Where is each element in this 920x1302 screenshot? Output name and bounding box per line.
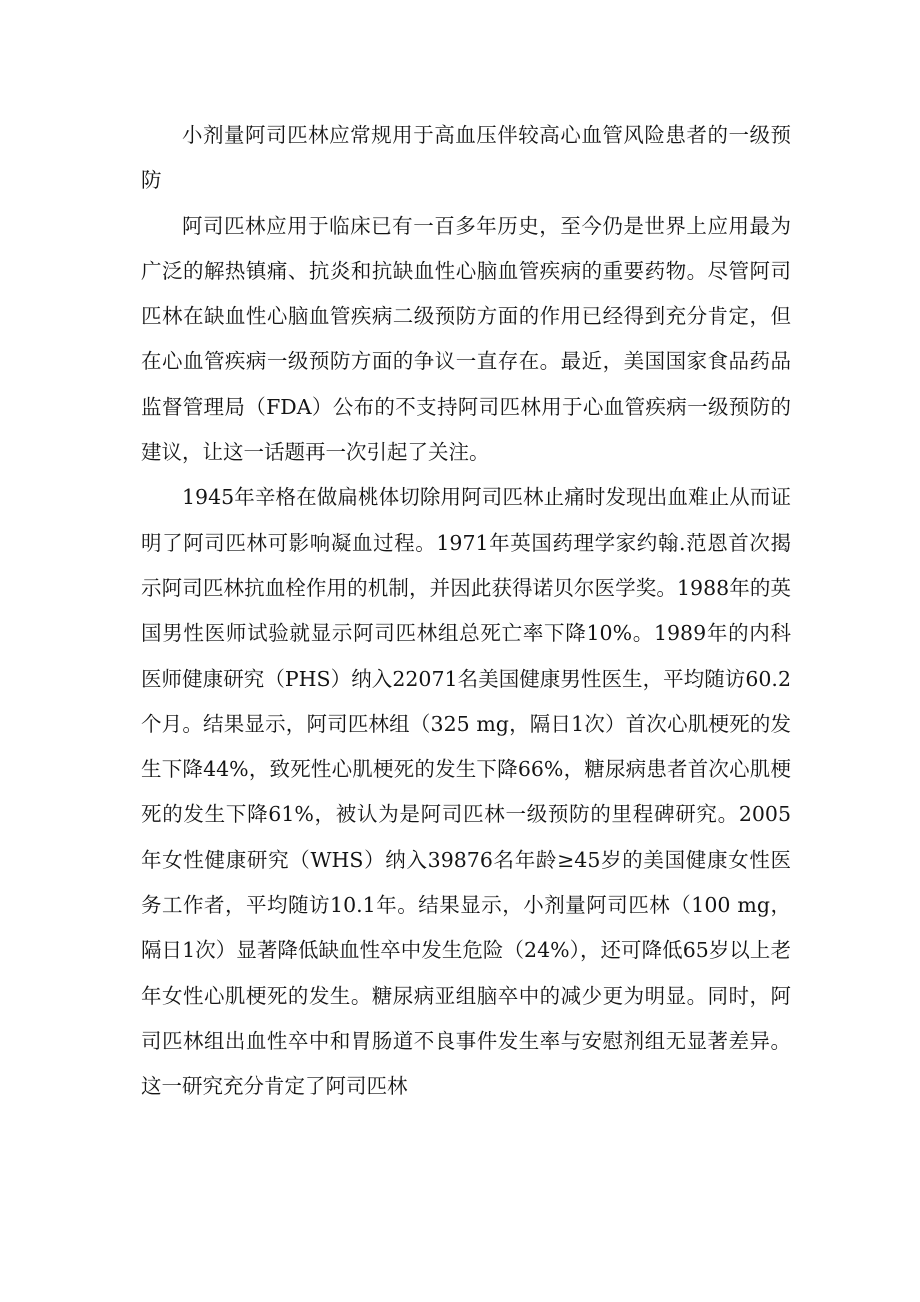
paragraph-fda-context: 阿司匹林应用于临床已有一百多年历史，至今仍是世界上应用最为广泛的解热镇痛、抗炎和抗缺血性心脑血管疾病的重要药物。尽管阿司匹林在缺血性心脑血管疾病二级预防方面的作用已经得到充分肯定，但在心血管疾病一级预防方面的争议一直存在。最近，美国国家食品药品监督管理局（FDA）公布的不支持阿司匹林用于心血管疾病一级预防的建议，让这一话题再一次引起了关注。	[141, 213, 791, 465]
paragraph-history-and-trials: 1945年辛格在做扁桃体切除用阿司匹林止痛时发现出血难止从而证明了阿司匹林可影响凝血过程。1971年英国药理学家约翰.范恩首次揭示阿司匹林抗血栓作用的机制，并因此获得诺贝尔医学奖。1988年的英国男性医师试验就显示阿司匹林组总死亡率下降10%。1989年的内科医师健康研究（PHS）纳入22071名美国健康男性医生，平均随访60.2个月。结果显示，阿司匹林组（325 mg，隔日1次）首次心肌梗死的发生下降44%，致死性心肌梗死的发生下降66%，糖尿病患者首次心肌梗死的发生下降61%，被认为是阿司匹林一级预防的里程碑研究。2005年女性健康研究（WHS）纳入39876名年龄≥45岁的美国健康女性医务工作者，平均随访10.1年。结果显示，小剂量阿司匹林（100 mg，隔日1次）显著降低缺血性卒中发生危险（24%），还可降低65岁以上老年女性心肌梗死的发生。糖尿病亚组脑卒中的减少更为明显。同时，阿司匹林组出血性卒中和胃肠道不良事件发生率与安慰剂组无显著差异。这一研究充分肯定了阿司匹林	[141, 485, 791, 1099]
document-body	[141, 113, 791, 1110]
document-title: 小剂量阿司匹林应常规用于高血压伴较高心血管风险患者的一级预防	[141, 123, 791, 193]
